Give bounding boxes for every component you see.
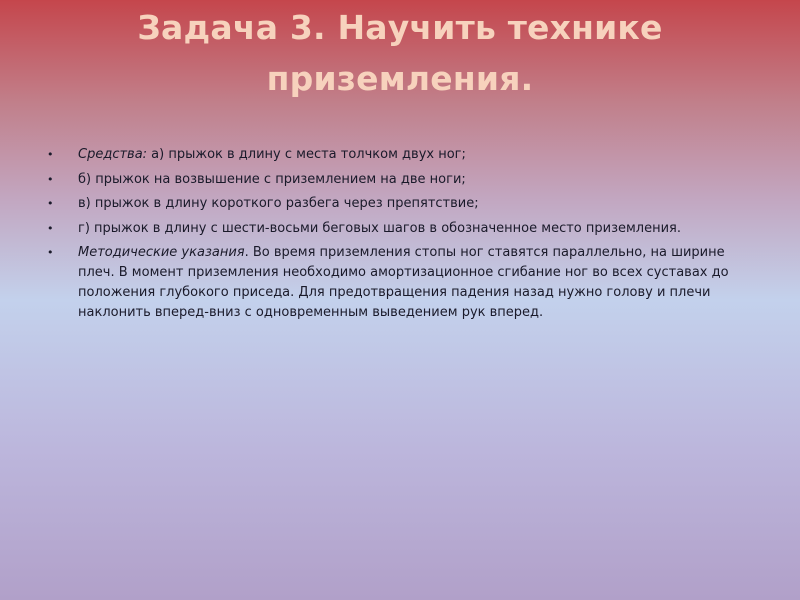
bullet-italic-label: Методические указания [78,245,245,261]
bullet-dot-icon: • [47,221,54,235]
bullet-dot-icon: • [47,197,54,211]
bullet-list [44,145,764,328]
bullet-text: б) прыжок на возвышение с приземлением на две ноги; [78,171,466,187]
bullet-dot-icon: • [47,246,54,260]
bullet-item-g [44,219,764,239]
bullet-text: в) прыжок в длину короткого разбега через препятствие; [78,196,479,212]
bullet-text: а) прыжок в длину с места толчком двух ног; [147,147,466,162]
bullet-dot-icon: • [47,172,54,186]
slide-title-line-1: Задача 3. Научить технике [137,8,663,47]
bullet-text: . Во время приземления стопы ног ставятся параллельно, на ширине плеч. В момент приземления необходимо амортизационное сгибание ног во всех суставах до положения глубокого приседа. Для предотвращения падения назад нужно голову и плечи наклонить вперед-вниз с одновременным выведением рук вперед. [78,245,729,321]
bullet-item-v [44,194,764,214]
slide-title [0,2,800,104]
bullet-text: г) прыжок в длину с шести-восьми беговых шагов в обозначенное место приземления. [78,220,681,236]
slide-title-line-2: приземления. [266,59,534,98]
bullet-item-b [44,170,764,190]
bullet-item-metodicheskie [44,243,764,323]
bullet-italic-label: Средства: [78,147,148,162]
bullet-dot-icon: • [47,148,54,161]
bullet-item-sredstva [44,145,764,165]
